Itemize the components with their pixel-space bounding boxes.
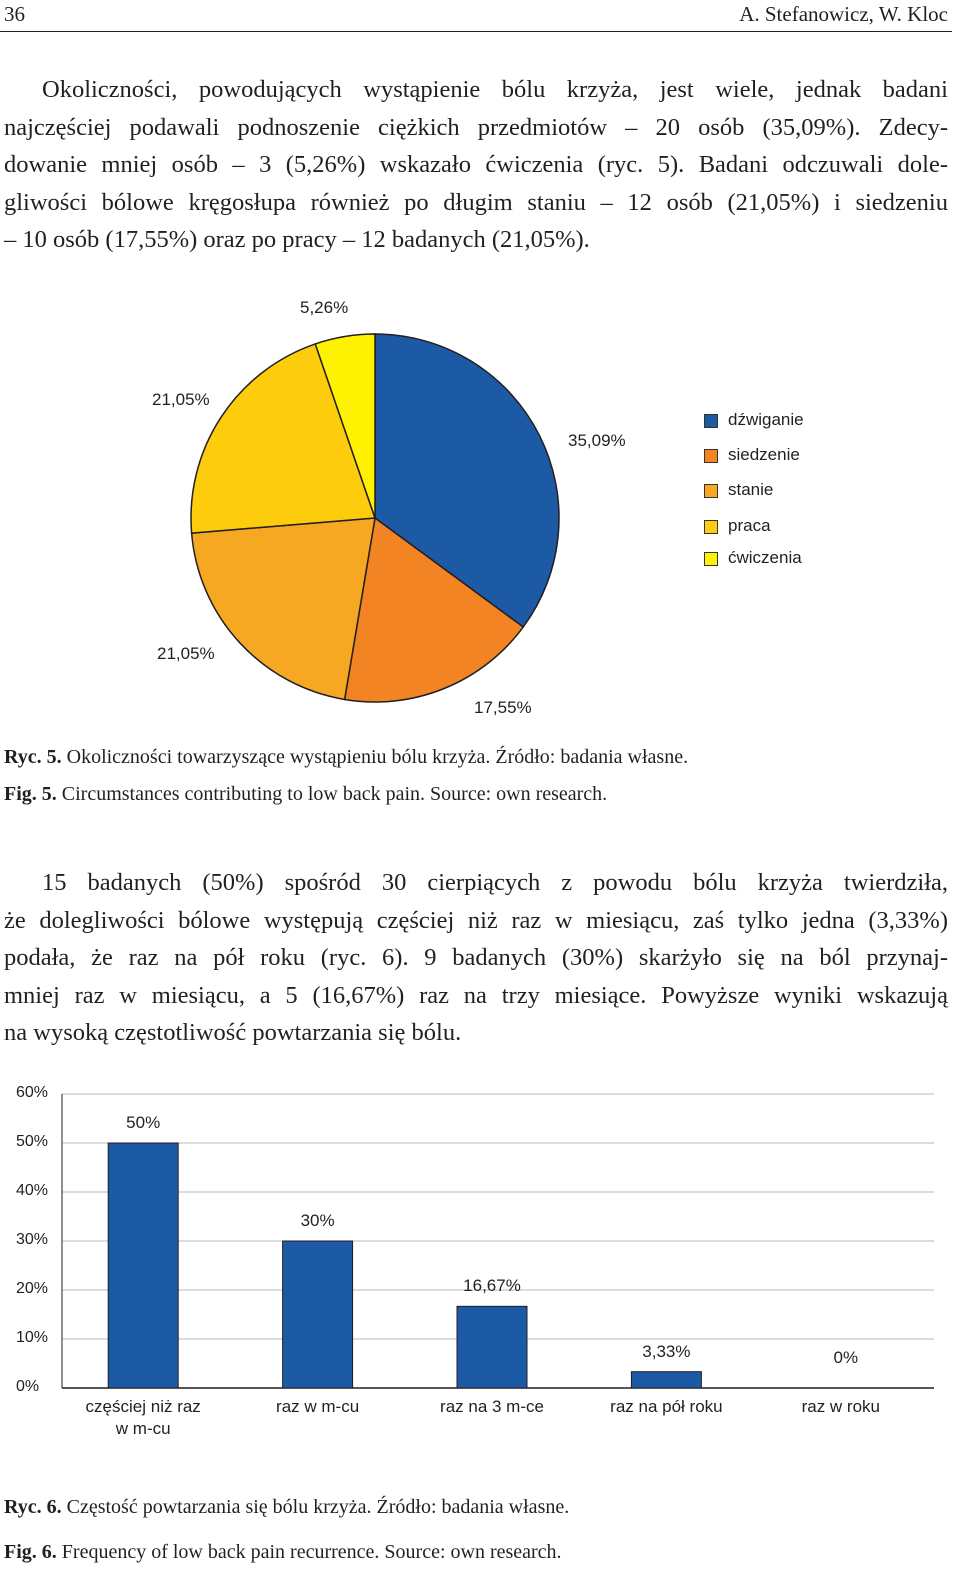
caption-label: Fig. 6. xyxy=(4,1541,57,1563)
page-number: 36 xyxy=(4,2,25,26)
y-tick-label: 50% xyxy=(16,1133,49,1150)
paragraph-2 xyxy=(4,864,948,1052)
paragraph-1-line: Okoliczności, powodujących wystąpienie bólu krzyża, jest wiele, jednak badani xyxy=(42,76,948,103)
category-label xyxy=(412,1396,572,1418)
legend-swatch xyxy=(704,414,718,428)
category-label-line: raz na pół roku xyxy=(610,1397,723,1416)
caption-label: Fig. 5. xyxy=(4,783,57,805)
y-tick-label: 30% xyxy=(16,1231,49,1248)
bar-value-label: 16,67% xyxy=(463,1276,521,1296)
bar-0 xyxy=(108,1143,178,1388)
category-label-line: w m-cu xyxy=(115,1419,171,1438)
pie-label-siedzenie: 17,55% xyxy=(474,698,532,717)
y-tick-label: 20% xyxy=(16,1280,49,1297)
legend-label: praca xyxy=(728,516,771,535)
bar-value-label: 3,33% xyxy=(642,1341,691,1361)
category-label-line: częściej niż raz xyxy=(85,1397,201,1416)
caption-text: Częstość powtarzania się bólu krzyża. Źródło: badania własne. xyxy=(61,1496,570,1518)
paragraph-1-line: dowanie mniej osób – 3 (5,26%) wskazało ćwiczenia (ryc. 5). Badani odczuwali dole- xyxy=(4,151,948,178)
bar-value-label: 30% xyxy=(300,1211,335,1230)
figure-5-caption-en xyxy=(4,783,607,806)
figure-6-caption-pl xyxy=(4,1496,569,1519)
bar-value-label: 0% xyxy=(833,1348,859,1367)
header-rule xyxy=(0,31,952,32)
figure-6-bar-chart xyxy=(0,1080,960,1460)
bar-2 xyxy=(457,1306,527,1388)
caption-label: Ryc. 5. xyxy=(4,746,62,768)
y-tick-label: 10% xyxy=(16,1329,49,1346)
paragraph-2-line: mniej raz w miesiącu, a 5 (16,67%) raz na trzy miesiące. Powyższe wyniki wskazują xyxy=(4,981,948,1009)
legend-label: dźwiganie xyxy=(728,410,804,429)
paragraph-2-line: podała, że raz na pół roku (ryc. 6). 9 badanych (30%) skarżyło się na ból przynaj- xyxy=(4,944,948,971)
legend-swatch xyxy=(704,552,718,566)
running-head-authors: A. Stefanowicz, W. Kloc xyxy=(739,2,948,26)
pie-label-praca: 21,05% xyxy=(152,390,210,409)
legend-swatch xyxy=(704,484,718,498)
pie-slice-2 xyxy=(192,518,375,699)
pie-chart-svg xyxy=(0,290,960,730)
category-label-line: raz w roku xyxy=(801,1397,880,1416)
legend-label: stanie xyxy=(728,480,774,499)
y-tick-label: 40% xyxy=(16,1182,49,1199)
category-label xyxy=(63,1396,223,1440)
bar-1 xyxy=(283,1241,353,1388)
pie-label-dzwiganie: 35,09% xyxy=(568,431,626,450)
figure-5-caption-pl xyxy=(4,746,688,769)
category-label xyxy=(238,1396,398,1418)
page-header xyxy=(0,0,952,32)
bar-3 xyxy=(631,1372,701,1388)
category-label-line: raz na 3 m-ce xyxy=(440,1397,544,1416)
category-label-line: raz w m-cu xyxy=(276,1397,360,1416)
legend-swatch xyxy=(704,520,718,534)
paragraph-1-line: – 10 osób (17,55%) oraz po pracy – 12 badanych (21,05%). xyxy=(4,226,590,253)
legend-swatch xyxy=(704,449,718,463)
legend-label: ćwiczenia xyxy=(728,548,802,567)
paragraph-2-line: 15 badanych (50%) spośród 30 cierpiących z powodu bólu krzyża twierdziła, xyxy=(42,869,948,896)
figure-6-caption-en xyxy=(4,1541,562,1564)
paragraph-1-line: najczęściej podawali podnoszenie ciężkich przedmiotów – 20 osób (35,09%). Zdecy- xyxy=(4,113,948,141)
caption-text: Okoliczności towarzyszące wystąpieniu bólu krzyża. Źródło: badania własne. xyxy=(61,746,689,768)
paragraph-2-line: na wysoką częstotliwość powtarzania się bólu. xyxy=(4,1019,462,1046)
figure-5-pie-chart xyxy=(0,290,960,730)
paragraph-2-line: że dolegliwości bólowe występują częściej niż raz w miesiącu, zaś tylko jedna (3,33%) xyxy=(4,906,948,934)
caption-label: Ryc. 6. xyxy=(4,1496,62,1518)
y-tick-label: 60% xyxy=(16,1084,49,1101)
legend-label: siedzenie xyxy=(728,445,800,464)
y-tick-label: 0% xyxy=(16,1378,40,1395)
category-label xyxy=(586,1396,746,1418)
pie-label-stanie: 21,05% xyxy=(157,644,215,663)
pie-label-cwiczenia: 5,26% xyxy=(300,298,349,317)
caption-text: Circumstances contributing to low back pain. Source: own research. xyxy=(56,783,608,805)
category-label xyxy=(761,1396,921,1418)
caption-text: Frequency of low back pain recurrence. Source: own research. xyxy=(56,1541,562,1563)
paragraph-1 xyxy=(4,71,948,259)
paragraph-1-line: gliwości bólowe kręgosłupa również po długim staniu – 12 osób (21,05%) i siedzeniu xyxy=(4,188,948,216)
bar-value-label: 50% xyxy=(126,1113,161,1132)
